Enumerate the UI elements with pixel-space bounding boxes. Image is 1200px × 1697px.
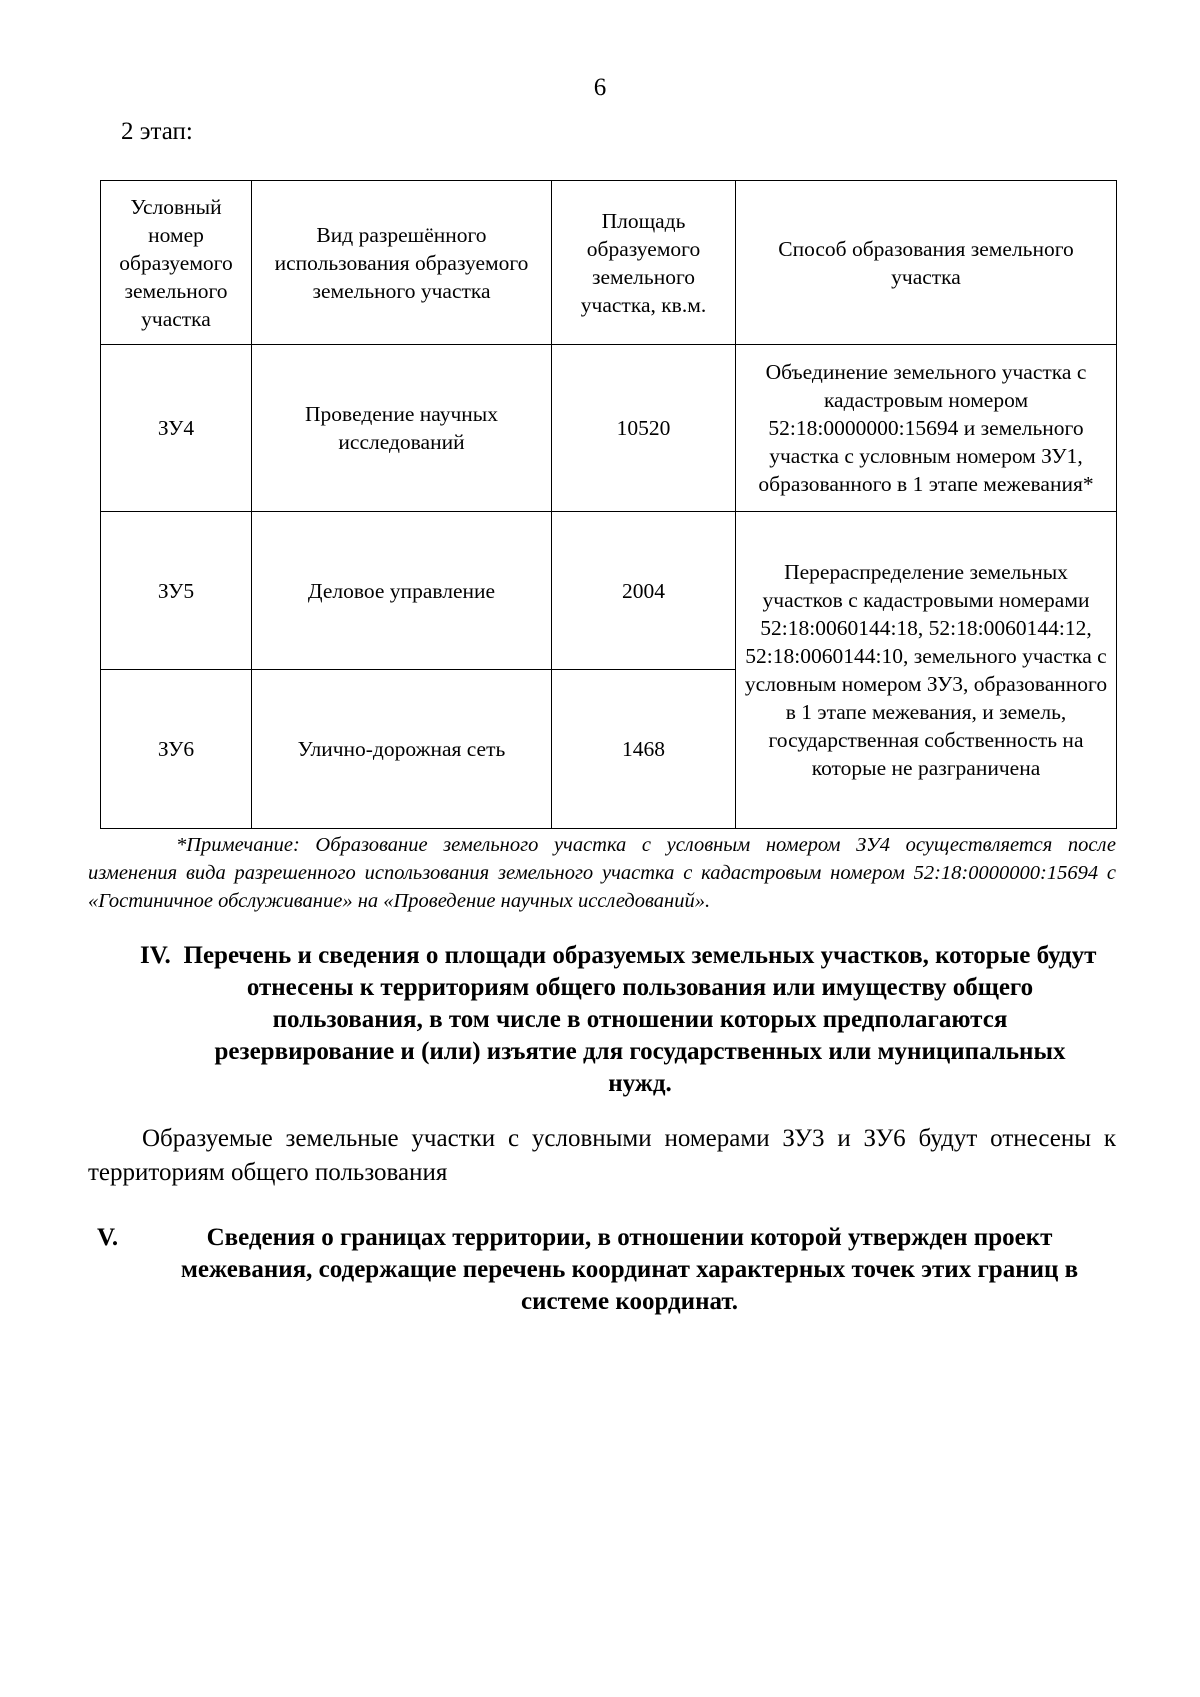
section-4-heading xyxy=(140,940,1100,1100)
header-permitted-use: Вид разрешённого использования образуемого земельного участка xyxy=(252,181,552,345)
section-5-numeral: V. xyxy=(97,1224,119,1251)
cell-parcel-id: ЗУ5 xyxy=(101,512,252,670)
section-4-title: Перечень и сведения о площади образуемых земельных участков, которые будут отнесены к территориям общего пользования или имуществу общего пользования, в том числе в отношении которых предполагаются резервирование и (или) изъятие для государственных или муниципальных нужд. xyxy=(183,942,1097,1097)
section-4-paragraph: Образуемые земельные участки с условными номерами ЗУ3 и ЗУ6 будут отнесены к территориям общего пользования xyxy=(88,1125,1116,1186)
header-parcel-number: Условный номер образуемого земельного участка xyxy=(101,181,252,345)
cell-permitted-use: Улично-дорожная сеть xyxy=(252,670,552,829)
section-5-heading xyxy=(97,1222,1117,1318)
cell-parcel-id: ЗУ6 xyxy=(101,670,252,829)
section-5-title: Сведения о границах территории, в отношении которой утвержден проект межевания, содержащие перечень координат характерных точек этих границ в системе координат. xyxy=(180,1224,1079,1315)
cell-area: 1468 xyxy=(552,670,736,829)
page-number: 6 xyxy=(593,74,607,101)
cell-formation-method: Перераспределение земельных участков с кадастровыми номерами 52:18:0060144:18, 52:18:0060144:12, 52:18:0060144:10, земельного участка с условным номером ЗУ3, образованного в 1 этапе межевания, и земель, государственная собственность на которые не разграничена xyxy=(736,512,1117,829)
table-footnote: *Примечание: Образование земельного участка с условным номером ЗУ4 осуществляется после изменения вида разрешенного использования земельного участка с кадастровым номером 52:18:0000000:15694 с «Гостиничное обслуживание» на «Проведение научных исследований». xyxy=(88,834,1116,912)
stage-label: 2 этап: xyxy=(121,118,193,145)
parcels-table xyxy=(100,180,1117,829)
section-4-numeral: IV. xyxy=(140,942,171,969)
cell-area: 10520 xyxy=(552,345,736,512)
header-area: Площадь образуемого земельного участка, кв.м. xyxy=(552,181,736,345)
cell-permitted-use: Проведение научных исследований xyxy=(252,345,552,512)
table-header-row xyxy=(101,181,1117,345)
table-row xyxy=(101,512,1117,670)
cell-formation-method: Объединение земельного участка с кадастровым номером 52:18:0000000:15694 и земельного участка с условным номером ЗУ1, образованного в 1 этапе межевания* xyxy=(736,345,1117,512)
cell-area: 2004 xyxy=(552,512,736,670)
cell-parcel-id: ЗУ4 xyxy=(101,345,252,512)
header-formation-method: Способ образования земельного участка xyxy=(736,181,1117,345)
table-row xyxy=(101,345,1117,512)
cell-permitted-use: Деловое управление xyxy=(252,512,552,670)
